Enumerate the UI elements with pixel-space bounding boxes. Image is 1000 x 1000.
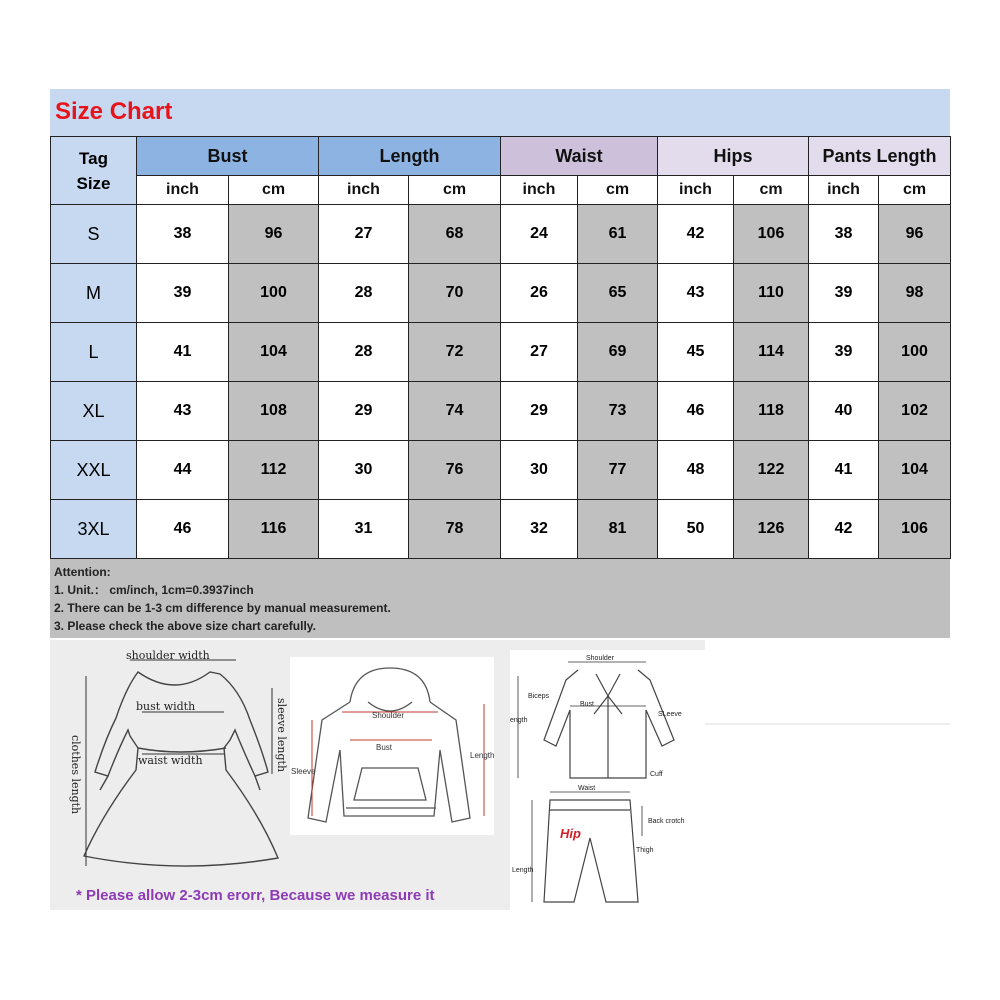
pants-cm-cell: 100 xyxy=(879,323,951,382)
attention-heading: Attention: xyxy=(54,565,111,579)
pants-cm-cell: 96 xyxy=(879,205,951,264)
size-cell: XL xyxy=(51,382,137,441)
table-row xyxy=(51,205,951,264)
table-row xyxy=(51,382,951,441)
pants-cm-cell: 102 xyxy=(879,382,951,441)
pants-inch-cell: 40 xyxy=(809,382,879,441)
bust-inch-cell: 43 xyxy=(137,382,229,441)
length-cm-cell: 78 xyxy=(409,500,501,559)
diagram-svg xyxy=(50,640,950,910)
waist-inch-cell: 32 xyxy=(501,500,578,559)
length-inch-cell: 30 xyxy=(319,441,409,500)
waist-header: Waist xyxy=(501,137,658,176)
unit-cm: cm xyxy=(409,176,501,205)
unit-inch: inch xyxy=(809,176,879,205)
pants-length-label: Length xyxy=(512,867,534,874)
pants-inch-cell: 38 xyxy=(809,205,879,264)
pants-inch-cell: 42 xyxy=(809,500,879,559)
hips-cm-cell: 106 xyxy=(734,205,809,264)
size-cell: L xyxy=(51,323,137,382)
hips-cm-cell: 114 xyxy=(734,323,809,382)
bust-cm-cell: 96 xyxy=(229,205,319,264)
pants-cm-cell: 104 xyxy=(879,441,951,500)
blouse-length-label: ength xyxy=(510,717,528,724)
hips-cm-cell: 110 xyxy=(734,264,809,323)
size-table xyxy=(50,136,951,559)
waist-cm-cell: 69 xyxy=(578,323,658,382)
hoodie-sleeve-label: Sleeve xyxy=(291,767,316,776)
hoodie-bust-label: Bust xyxy=(376,743,393,752)
table-row xyxy=(51,264,951,323)
pants-length-header: Pants Length xyxy=(809,137,951,176)
waist-inch-cell: 27 xyxy=(501,323,578,382)
hips-cm-cell: 118 xyxy=(734,382,809,441)
unit-cm: cm xyxy=(734,176,809,205)
bust-cm-cell: 104 xyxy=(229,323,319,382)
title-bar xyxy=(50,89,950,136)
unit-cm: cm xyxy=(879,176,951,205)
bust-inch-cell: 41 xyxy=(137,323,229,382)
waist-cm-cell: 65 xyxy=(578,264,658,323)
tag-size-header xyxy=(51,137,137,205)
hips-cm-cell: 122 xyxy=(734,441,809,500)
hips-inch-cell: 42 xyxy=(658,205,734,264)
hips-inch-cell: 45 xyxy=(658,323,734,382)
bust-header: Bust xyxy=(137,137,319,176)
attention-line: 2. There can be 1-3 cm difference by manual measurement. xyxy=(54,601,391,615)
hips-header: Hips xyxy=(658,137,809,176)
length-inch-cell: 29 xyxy=(319,382,409,441)
bust-cm-cell: 112 xyxy=(229,441,319,500)
length-cm-cell: 74 xyxy=(409,382,501,441)
hips-inch-cell: 50 xyxy=(658,500,734,559)
blouse-sleeve-label: SLeeve xyxy=(658,711,682,718)
bust-inch-cell: 46 xyxy=(137,500,229,559)
length-inch-cell: 28 xyxy=(319,323,409,382)
hips-inch-cell: 43 xyxy=(658,264,734,323)
unit-inch: inch xyxy=(501,176,578,205)
hoodie-shoulder-label: Shoulder xyxy=(372,711,405,720)
bust-inch-cell: 39 xyxy=(137,264,229,323)
size-cell: XXL xyxy=(51,441,137,500)
blouse-biceps-label: Biceps xyxy=(528,693,550,700)
unit-cm: cm xyxy=(578,176,658,205)
pants-cm-cell: 106 xyxy=(879,500,951,559)
bust-cm-cell: 108 xyxy=(229,382,319,441)
waist-cm-cell: 61 xyxy=(578,205,658,264)
waist-inch-cell: 26 xyxy=(501,264,578,323)
pants-back-crotch-label: Back crotch xyxy=(648,818,685,825)
table-row xyxy=(51,500,951,559)
measurement-diagrams xyxy=(50,640,950,910)
attention-line: 3. Please check the above size chart carefully. xyxy=(54,619,316,633)
bust-inch-cell: 44 xyxy=(137,441,229,500)
hips-inch-cell: 46 xyxy=(658,382,734,441)
table-row xyxy=(51,441,951,500)
tag-label: Tag xyxy=(79,148,108,168)
length-cm-cell: 68 xyxy=(409,205,501,264)
waist-cm-cell: 73 xyxy=(578,382,658,441)
blouse-cuff-label: Cuff xyxy=(650,771,663,778)
pants-cm-cell: 98 xyxy=(879,264,951,323)
dress-waist-label: waist width xyxy=(138,754,203,767)
length-cm-cell: 70 xyxy=(409,264,501,323)
blouse-shoulder-label: Shoulder xyxy=(586,655,615,662)
hips-inch-cell: 48 xyxy=(658,441,734,500)
pants-inch-cell: 39 xyxy=(809,264,879,323)
size-chart xyxy=(50,89,950,638)
length-header: Length xyxy=(319,137,501,176)
pants-waist-label: Waist xyxy=(578,785,596,792)
pants-inch-cell: 41 xyxy=(809,441,879,500)
length-cm-cell: 76 xyxy=(409,441,501,500)
bust-cm-cell: 116 xyxy=(229,500,319,559)
chart-title: Size Chart xyxy=(55,98,173,125)
length-inch-cell: 27 xyxy=(319,205,409,264)
attention-line: 1. Unit.： cm/inch, 1cm=0.3937inch xyxy=(54,583,254,597)
size-cell: 3XL xyxy=(51,500,137,559)
length-inch-cell: 28 xyxy=(319,264,409,323)
pants-hip-label: Hip xyxy=(560,826,581,841)
size-label: Size xyxy=(76,173,111,193)
hips-cm-cell: 126 xyxy=(734,500,809,559)
waist-inch-cell: 30 xyxy=(501,441,578,500)
waist-cm-cell: 77 xyxy=(578,441,658,500)
table-row xyxy=(51,323,951,382)
length-cm-cell: 72 xyxy=(409,323,501,382)
pants-thigh-label: Thigh xyxy=(636,847,654,854)
waist-inch-cell: 24 xyxy=(501,205,578,264)
unit-inch: inch xyxy=(319,176,409,205)
dress-sleeve-label: sleeve length xyxy=(275,698,288,773)
length-inch-cell: 31 xyxy=(319,500,409,559)
unit-inch: inch xyxy=(137,176,229,205)
bust-inch-cell: 38 xyxy=(137,205,229,264)
measurement-note: * Please allow 2-3cm erorr, Because we measure it xyxy=(76,887,435,904)
size-cell: S xyxy=(51,205,137,264)
blouse-bust-label: Bust xyxy=(580,701,595,708)
unit-cm: cm xyxy=(229,176,319,205)
waist-cm-cell: 81 xyxy=(578,500,658,559)
dress-shoulder-label: shoulder width xyxy=(126,649,210,662)
bust-cm-cell: 100 xyxy=(229,264,319,323)
dress-length-label: clothes length xyxy=(69,735,82,815)
waist-inch-cell: 29 xyxy=(501,382,578,441)
size-cell: M xyxy=(51,264,137,323)
pants-inch-cell: 39 xyxy=(809,323,879,382)
unit-inch: inch xyxy=(658,176,734,205)
hoodie-length-label: Length xyxy=(470,751,495,760)
dress-bust-label: bust width xyxy=(136,700,196,713)
attention-notes xyxy=(50,559,950,638)
